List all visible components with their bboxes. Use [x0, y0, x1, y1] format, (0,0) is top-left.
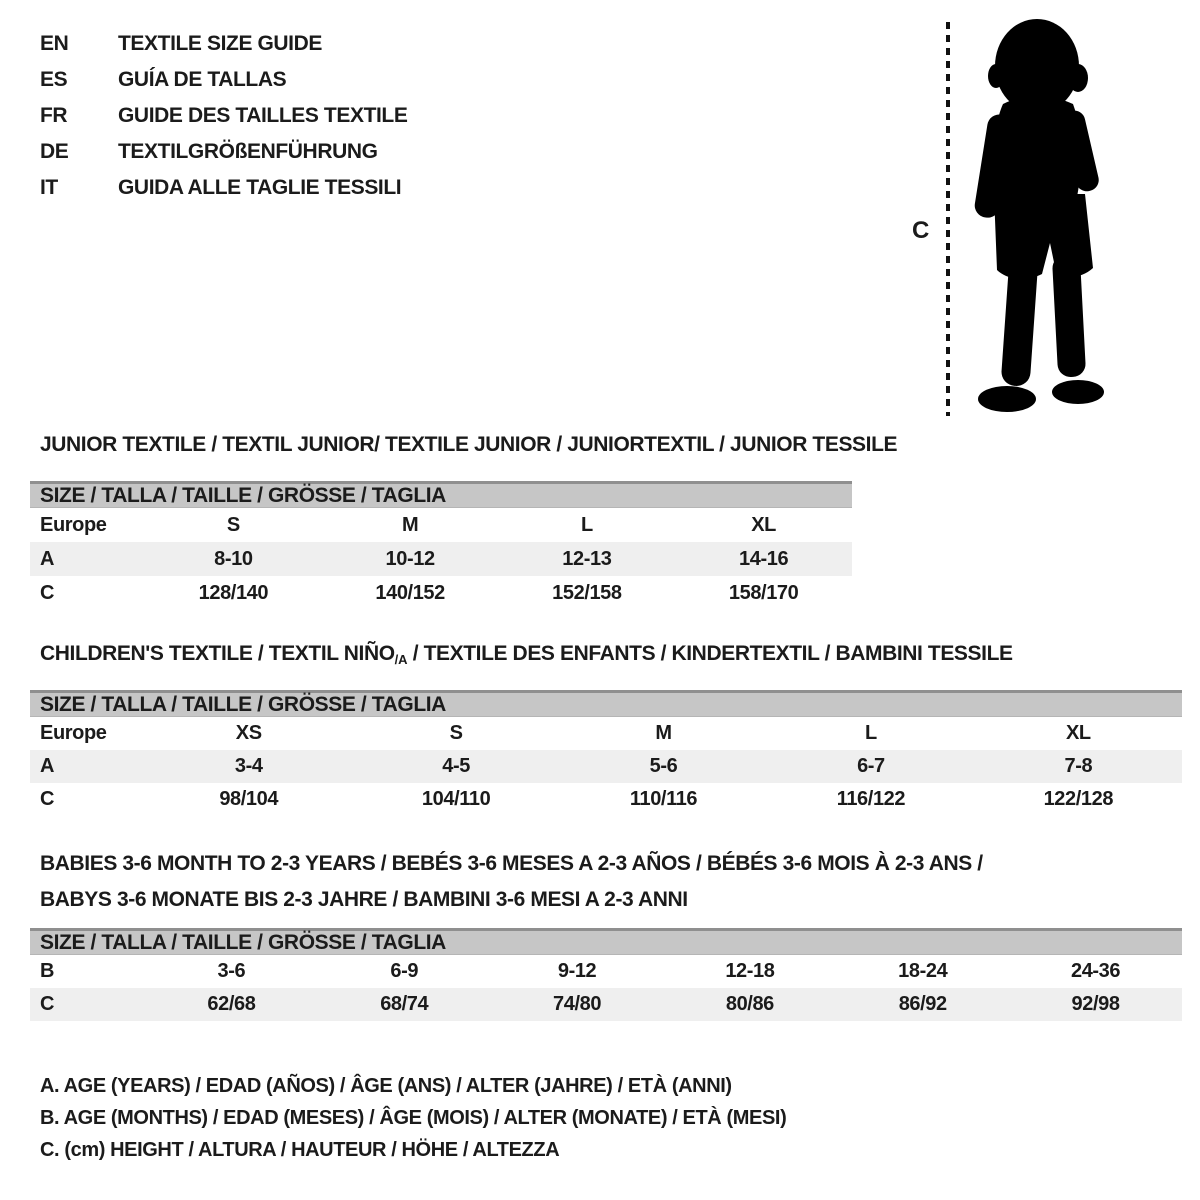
junior-section-title: JUNIOR TEXTILE / TEXTIL JUNIOR/ TEXTILE JUNIOR / JUNIORTEXTIL / JUNIOR TESSILE	[40, 433, 898, 456]
lang-code: DE	[40, 140, 69, 163]
cell: 74/80	[553, 993, 602, 1015]
lang-row-it	[40, 170, 407, 206]
cell: 98/104	[219, 788, 279, 810]
row-label: Europe	[40, 513, 107, 536]
cell: S	[226, 513, 240, 536]
children-section-title	[40, 642, 1013, 666]
legend-item-c: C. (cm) HEIGHT / ALTURA / HAUTEUR / HÖHE / ALTEZZA	[40, 1138, 560, 1161]
table-row-europe	[30, 508, 852, 542]
legend-item-b: B. AGE (MONTHS) / EDAD (MESES) / ÂGE (MOIS) / ALTER (MONATE) / ETÀ (MESI)	[40, 1106, 787, 1129]
cell: 12-13	[562, 547, 612, 570]
row-label: A	[40, 755, 55, 777]
size-header-bar: SIZE / TALLA / TAILLE / GRÖSSE / TAGLIA	[30, 690, 1182, 717]
cell: 9-12	[557, 960, 597, 982]
guide-title: TEXTILE SIZE GUIDE	[118, 32, 322, 55]
cell: 104/110	[421, 788, 491, 810]
language-title-list	[40, 26, 407, 206]
cell: 6-7	[857, 755, 885, 777]
table-row-age-months	[30, 955, 1182, 988]
cell: 92/98	[1071, 993, 1120, 1015]
cell: 158/170	[728, 581, 799, 604]
cell: XS	[235, 722, 262, 744]
cell: M	[401, 513, 419, 536]
babies-section-title-line2: BABYS 3-6 MONATE BIS 2-3 JAHRE / BAMBINI 3-6 MESI A 2-3 ANNI	[40, 888, 688, 911]
cell: 6-9	[390, 960, 419, 982]
cell: 8-10	[214, 547, 253, 570]
lang-row-fr	[40, 98, 407, 134]
measurement-legend	[40, 1070, 786, 1166]
cell: 4-5	[442, 755, 470, 777]
cell: 140/152	[375, 581, 445, 604]
guide-title: GUIDA ALLE TAGLIE TESSILI	[118, 176, 402, 199]
cell: 14-16	[739, 547, 789, 570]
guide-title: GUÍA DE TALLAS	[118, 68, 287, 91]
lang-row-en	[40, 26, 407, 62]
table-row-height	[30, 783, 1182, 816]
title-part: / TEXTILE DES ENFANTS / KINDERTEXTIL / BAMBINI TESSILE	[407, 642, 1013, 665]
lang-row-es	[40, 62, 407, 98]
height-dashed-line	[946, 22, 950, 416]
guide-title: GUIDE DES TAILLES TEXTILE	[118, 104, 408, 127]
cell: 86/92	[898, 993, 947, 1015]
table-row-age-years	[30, 750, 1182, 783]
cell: 7-8	[1064, 755, 1093, 777]
cell: 18-24	[898, 960, 948, 982]
cell: S	[449, 722, 463, 744]
cell: 5-6	[649, 755, 678, 777]
cell: 110/116	[629, 788, 698, 810]
toddler-silhouette-icon	[963, 14, 1141, 426]
junior-size-table	[30, 481, 852, 610]
lang-code: IT	[40, 176, 58, 199]
row-label: A	[40, 547, 55, 570]
size-header-bar: SIZE / TALLA / TAILLE / GRÖSSE / TAGLIA	[30, 928, 1182, 955]
row-label: C	[40, 993, 55, 1015]
row-label: B	[40, 960, 55, 982]
cell: L	[580, 513, 593, 536]
title-subscript: /A	[394, 652, 408, 667]
table-row-height	[30, 988, 1182, 1021]
cell: 62/68	[207, 993, 256, 1015]
size-header-bar: SIZE / TALLA / TAILLE / GRÖSSE / TAGLIA	[30, 481, 852, 508]
height-measure-label: C	[912, 217, 929, 244]
lang-code: FR	[40, 104, 68, 127]
babies-size-table	[30, 928, 1182, 1021]
cell: 3-4	[234, 755, 263, 777]
babies-section-title-line1: BABIES 3-6 MONTH TO 2-3 YEARS / BEBÉS 3-6 MESES A 2-3 AÑOS / BÉBÉS 3-6 MOIS À 2-3 ANS /	[40, 852, 983, 875]
cell: 3-6	[217, 960, 246, 982]
cell: 128/140	[198, 581, 269, 604]
cell: XL	[1065, 722, 1091, 744]
lang-row-de	[40, 134, 407, 170]
cell: 122/128	[1043, 788, 1114, 810]
table-row-europe	[30, 717, 1182, 750]
cell: M	[655, 722, 672, 744]
cell: 24-36	[1070, 960, 1121, 982]
lang-code: EN	[40, 32, 69, 55]
table-row-age-years	[30, 542, 852, 576]
lang-code: ES	[40, 68, 68, 91]
cell: L	[865, 722, 877, 744]
children-size-table	[30, 690, 1182, 816]
cell: 80/86	[725, 993, 774, 1015]
cell: 68/74	[380, 993, 429, 1015]
row-label: Europe	[40, 722, 107, 744]
title-part: CHILDREN'S TEXTILE / TEXTIL NIÑO	[40, 642, 395, 665]
cell: 12-18	[725, 960, 775, 982]
cell: 10-12	[385, 547, 435, 570]
cell: 116/122	[836, 788, 906, 810]
guide-title: TEXTILGRÖßENFÜHRUNG	[118, 140, 378, 163]
cell: XL	[751, 513, 776, 536]
table-row-height	[30, 576, 852, 610]
cell: 152/158	[552, 581, 622, 604]
row-label: C	[40, 788, 55, 810]
row-label: C	[40, 581, 55, 604]
legend-item-a: A. AGE (YEARS) / EDAD (AÑOS) / ÂGE (ANS) / ALTER (JAHRE) / ETÀ (ANNI)	[40, 1074, 732, 1097]
